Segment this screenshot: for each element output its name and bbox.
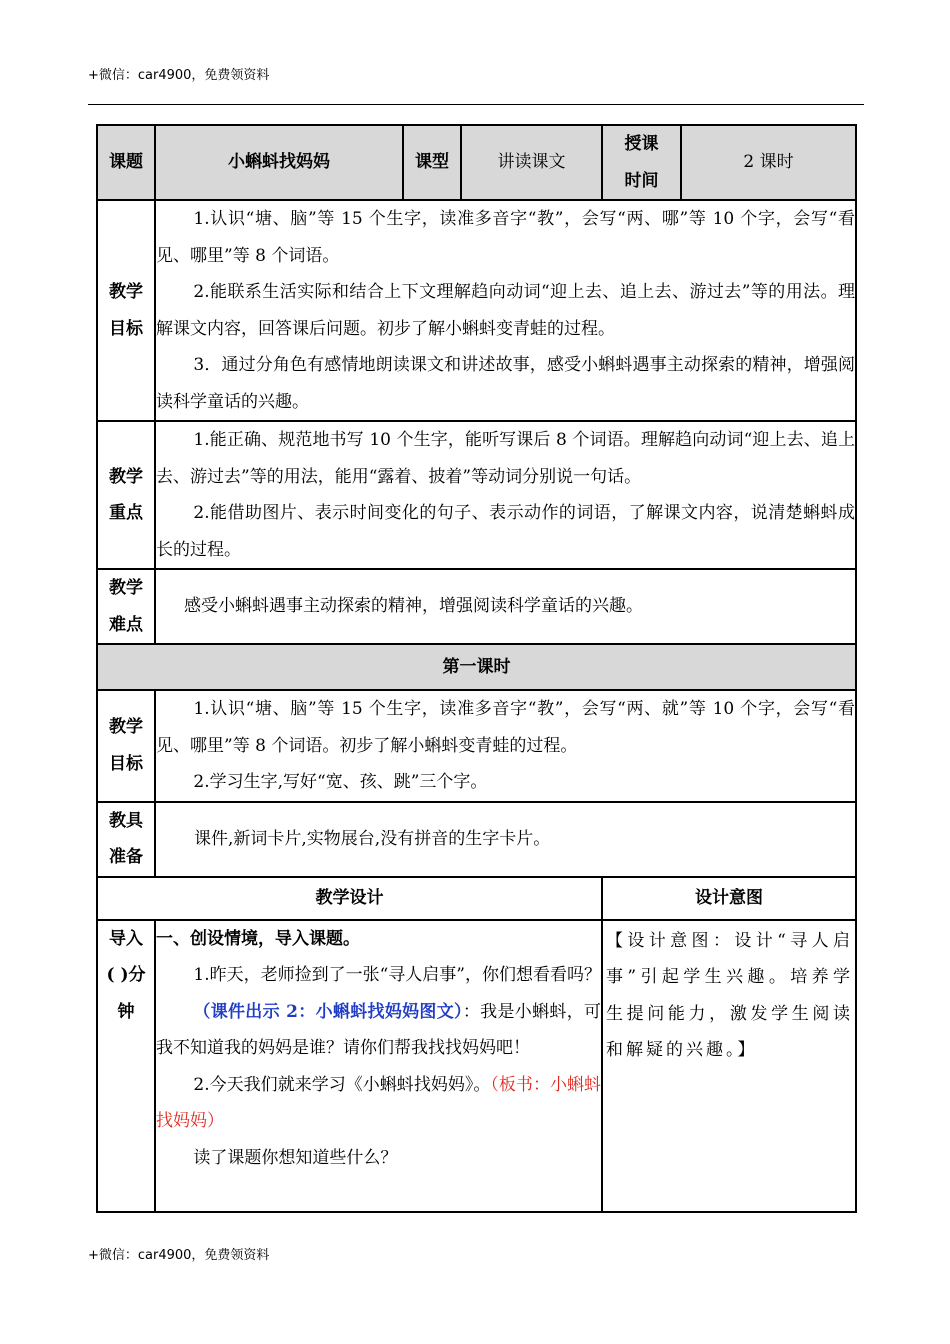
key-points-paragraph-1: 1.能正确、规范地书写 10 个生字，能听写课后 8 个词语。理解趋向动词“迎上去、追上去、游过去”等的用法，能用“露着、披着”等动词分别说一句话。 bbox=[156, 430, 855, 487]
intent-header: 设计意图 bbox=[602, 877, 856, 920]
key-points-paragraph-2: 2.能借助图片、表示时间变化的句子、表示动作的词语，了解课文内容，说清楚蝌蚪成长的过程。 bbox=[156, 503, 855, 560]
time-value: 2 课时 bbox=[681, 125, 856, 200]
intro-paragraph-2-text: ：我是小蝌蚪，可我不知道我的妈妈是谁？请你们帮我找找妈妈吧！ bbox=[156, 1001, 602, 1058]
intro-section-title: 一、创设情境，导入课题。 bbox=[156, 928, 360, 949]
prep-content: 课件,新词卡片,实物展台,没有拼音的生字卡片。 bbox=[155, 802, 856, 877]
design-header-row bbox=[97, 877, 856, 920]
intro-label bbox=[97, 920, 155, 1212]
time-label-line1: 授课 bbox=[624, 134, 659, 154]
intro-label-line2: ( )分 bbox=[106, 965, 146, 985]
key-points-label bbox=[97, 421, 155, 569]
header-divider bbox=[88, 104, 864, 105]
lesson1-goals-paragraph-2: 2.学习生字,写好“宽、孩、跳”三个字。 bbox=[193, 772, 488, 792]
goals-paragraph-2: 2.能联系生活实际和结合上下文理解趋向动词“迎上去、追上去、游过去”等的用法。理解课文内容，回答课后问题。初步了解小蝌蚪变青蛙的过程。 bbox=[156, 282, 855, 339]
courseware-note: （课件出示 2：小蝌蚪找妈妈图文） bbox=[193, 1001, 463, 1022]
key-points-row bbox=[97, 421, 856, 569]
page-header: +微信：car4900，免费领资料 bbox=[88, 68, 270, 83]
prep-label-line2: 准备 bbox=[109, 847, 143, 867]
intro-paragraph-1: 1.昨天，老师捡到了一张“寻人启事”，你们想看看吗？ bbox=[193, 965, 601, 985]
goals-label-line2: 目标 bbox=[109, 318, 143, 339]
topic-value: 小蝌蚪找妈妈 bbox=[155, 125, 403, 200]
prep-label-line1: 教具 bbox=[109, 810, 143, 831]
key-points-label-line2: 重点 bbox=[109, 503, 143, 523]
prep-label bbox=[97, 802, 155, 877]
blackboard-note: （板书：小蝌蚪找妈妈） bbox=[156, 1074, 601, 1131]
intro-label-line1: 导入 bbox=[109, 928, 143, 949]
intro-paragraph-4: 读了课题你想知道些什么？ bbox=[193, 1147, 398, 1168]
goals-row bbox=[97, 200, 856, 421]
intro-label-line3: 钟 bbox=[117, 1001, 135, 1022]
intro-paragraph-2 bbox=[156, 994, 601, 1067]
intro-paragraph-3 bbox=[156, 1067, 601, 1140]
info-row bbox=[97, 125, 856, 200]
intent-content: 【设计意图：设计“寻人启事”引起学生兴趣。培养学生提问能力，激发学生阅读和解疑的兴趣。】 bbox=[602, 920, 856, 1212]
difficulties-label-line1: 教学 bbox=[109, 578, 143, 598]
goals-label bbox=[97, 200, 155, 421]
lesson1-goals-paragraph-1: 1.认识“塘、脑”等 15 个生字，读准多音字“教”，会写“两、就”等 10 个字，会写“看见、哪里”等 8 个词语。初步了解小蝌蚪变青蛙的过程。 bbox=[156, 699, 855, 756]
goals-content bbox=[155, 200, 856, 421]
lesson-plan-table bbox=[96, 124, 857, 1213]
prep-row bbox=[97, 802, 856, 877]
key-points-label-line1: 教学 bbox=[109, 466, 143, 487]
design-header: 教学设计 bbox=[97, 877, 602, 920]
intro-content bbox=[155, 920, 602, 1212]
lesson1-title-row bbox=[97, 644, 856, 690]
difficulties-row bbox=[97, 569, 856, 644]
difficulties-label-line2: 难点 bbox=[109, 614, 143, 635]
intro-paragraph-3-text: 2.今天我们就来学习《小蝌蚪找妈妈》。 bbox=[193, 1074, 491, 1095]
difficulties-label bbox=[97, 569, 155, 644]
type-label: 课型 bbox=[403, 125, 461, 200]
lesson1-goals-row bbox=[97, 690, 856, 802]
page-footer: +微信：car4900，免费领资料 bbox=[88, 1248, 270, 1263]
type-value: 讲读课文 bbox=[461, 125, 602, 200]
lesson1-goals-label bbox=[97, 690, 155, 802]
goals-paragraph-1: 1.认识“塘、脑”等 15 个生字，读准多音字“教”，会写“两、哪”等 10 个字，会写“看见、哪里”等 8 个词语。 bbox=[156, 209, 855, 266]
goals-paragraph-3: 3．通过分角色有感情地朗读课文和讲述故事，感受小蝌蚪遇事主动探索的精神，增强阅读科学童话的兴趣。 bbox=[156, 355, 855, 412]
lesson1-goals-label-line2: 目标 bbox=[109, 753, 143, 774]
lesson1-title: 第一课时 bbox=[97, 644, 856, 690]
difficulties-content: 感受小蝌蚪遇事主动探索的精神，增强阅读科学童话的兴趣。 bbox=[155, 569, 856, 644]
time-label bbox=[602, 125, 681, 200]
lesson1-goals-content bbox=[155, 690, 856, 802]
goals-label-line1: 教学 bbox=[109, 282, 143, 302]
intro-row bbox=[97, 920, 856, 1212]
lesson1-goals-label-line1: 教学 bbox=[109, 717, 143, 738]
key-points-content bbox=[155, 421, 856, 569]
topic-label: 课题 bbox=[97, 125, 155, 200]
time-label-line2: 时间 bbox=[624, 170, 659, 191]
